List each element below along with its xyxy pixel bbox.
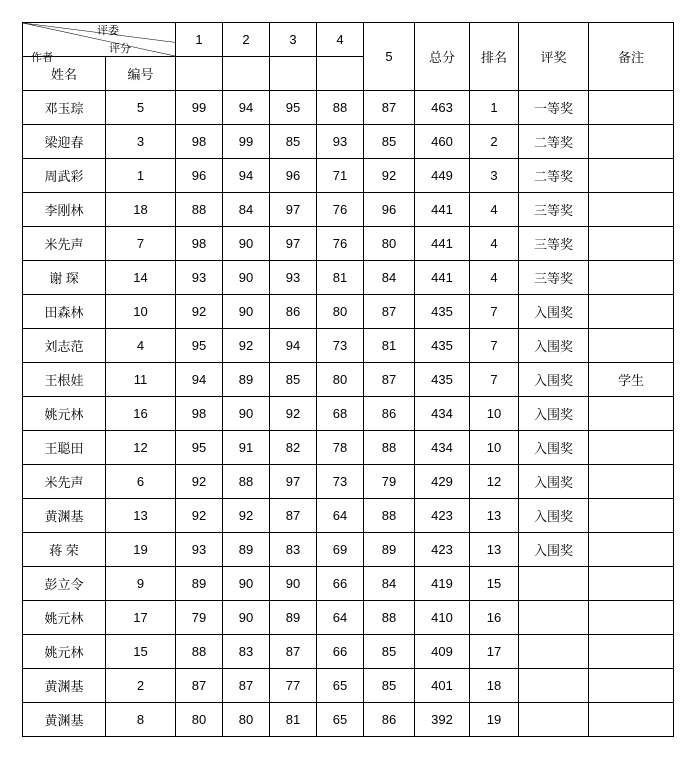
table-row bbox=[23, 669, 674, 703]
cell-judge-1: 87 bbox=[176, 669, 223, 703]
table-row bbox=[23, 567, 674, 601]
cell-judge-4: 81 bbox=[317, 261, 364, 295]
cell-award: 三等奖 bbox=[519, 227, 589, 261]
cell-judge-2: 90 bbox=[223, 227, 270, 261]
cell-name: 谢 琛 bbox=[23, 261, 106, 295]
cell-id: 16 bbox=[106, 397, 176, 431]
cell-note bbox=[589, 533, 674, 567]
cell-judge-5: 85 bbox=[364, 635, 415, 669]
header-judge-2: 2 bbox=[223, 23, 270, 57]
cell-award: 入围奖 bbox=[519, 431, 589, 465]
cell-judge-1: 99 bbox=[176, 91, 223, 125]
cell-judge-4: 64 bbox=[317, 499, 364, 533]
corner-judge-label: 评委 bbox=[97, 25, 119, 37]
cell-name: 蒋 荣 bbox=[23, 533, 106, 567]
cell-total: 435 bbox=[415, 295, 470, 329]
cell-rank: 15 bbox=[470, 567, 519, 601]
cell-award: 三等奖 bbox=[519, 193, 589, 227]
cell-judge-1: 94 bbox=[176, 363, 223, 397]
cell-id: 18 bbox=[106, 193, 176, 227]
cell-total: 401 bbox=[415, 669, 470, 703]
cell-total: 423 bbox=[415, 499, 470, 533]
header-id: 编号 bbox=[106, 57, 176, 91]
cell-id: 11 bbox=[106, 363, 176, 397]
cell-judge-3: 83 bbox=[270, 533, 317, 567]
cell-name: 米先声 bbox=[23, 465, 106, 499]
cell-judge-5: 87 bbox=[364, 91, 415, 125]
cell-name: 黄渊基 bbox=[23, 669, 106, 703]
cell-judge-4: 80 bbox=[317, 363, 364, 397]
cell-judge-5: 81 bbox=[364, 329, 415, 363]
cell-judge-5: 92 bbox=[364, 159, 415, 193]
cell-judge-1: 98 bbox=[176, 227, 223, 261]
table-row bbox=[23, 635, 674, 669]
cell-name: 李刚林 bbox=[23, 193, 106, 227]
cell-judge-1: 98 bbox=[176, 125, 223, 159]
cell-note bbox=[589, 601, 674, 635]
cell-id: 14 bbox=[106, 261, 176, 295]
cell-rank: 12 bbox=[470, 465, 519, 499]
cell-judge-5: 85 bbox=[364, 125, 415, 159]
cell-judge-5: 89 bbox=[364, 533, 415, 567]
cell-note bbox=[589, 261, 674, 295]
cell-judge-2: 89 bbox=[223, 363, 270, 397]
table-row bbox=[23, 227, 674, 261]
cell-award: 一等奖 bbox=[519, 91, 589, 125]
cell-judge-2: 83 bbox=[223, 635, 270, 669]
cell-judge-5: 79 bbox=[364, 465, 415, 499]
cell-rank: 4 bbox=[470, 261, 519, 295]
cell-judge-2: 88 bbox=[223, 465, 270, 499]
header-judge-5: 5 bbox=[364, 23, 415, 91]
cell-judge-2: 94 bbox=[223, 159, 270, 193]
cell-total: 441 bbox=[415, 193, 470, 227]
cell-award bbox=[519, 669, 589, 703]
table-row bbox=[23, 159, 674, 193]
cell-judge-1: 92 bbox=[176, 499, 223, 533]
cell-judge-4: 73 bbox=[317, 329, 364, 363]
cell-judge-1: 88 bbox=[176, 635, 223, 669]
table-row bbox=[23, 261, 674, 295]
cell-total: 441 bbox=[415, 227, 470, 261]
cell-rank: 7 bbox=[470, 329, 519, 363]
cell-note: 学生 bbox=[589, 363, 674, 397]
cell-award: 入围奖 bbox=[519, 499, 589, 533]
cell-judge-3: 82 bbox=[270, 431, 317, 465]
corner-author-label: 作者 bbox=[31, 52, 53, 64]
cell-award: 入围奖 bbox=[519, 363, 589, 397]
cell-judge-4: 68 bbox=[317, 397, 364, 431]
cell-judge-5: 87 bbox=[364, 295, 415, 329]
cell-note bbox=[589, 227, 674, 261]
cell-award bbox=[519, 635, 589, 669]
cell-judge-3: 93 bbox=[270, 261, 317, 295]
cell-judge-4: 66 bbox=[317, 635, 364, 669]
cell-id: 13 bbox=[106, 499, 176, 533]
cell-judge-2: 90 bbox=[223, 261, 270, 295]
cell-judge-3: 85 bbox=[270, 125, 317, 159]
table-row bbox=[23, 499, 674, 533]
cell-judge-5: 80 bbox=[364, 227, 415, 261]
cell-rank: 13 bbox=[470, 499, 519, 533]
cell-judge-3: 87 bbox=[270, 635, 317, 669]
table-row bbox=[23, 91, 674, 125]
header-rank: 排名 bbox=[470, 23, 519, 91]
cell-note bbox=[589, 329, 674, 363]
cell-rank: 3 bbox=[470, 159, 519, 193]
table-row bbox=[23, 465, 674, 499]
cell-judge-2: 80 bbox=[223, 703, 270, 737]
cell-name: 刘志范 bbox=[23, 329, 106, 363]
cell-rank: 13 bbox=[470, 533, 519, 567]
cell-judge-3: 77 bbox=[270, 669, 317, 703]
cell-judge-2: 92 bbox=[223, 499, 270, 533]
cell-note bbox=[589, 397, 674, 431]
cell-note bbox=[589, 91, 674, 125]
cell-judge-1: 95 bbox=[176, 329, 223, 363]
cell-judge-5: 87 bbox=[364, 363, 415, 397]
cell-judge-2: 89 bbox=[223, 533, 270, 567]
cell-judge-4: 88 bbox=[317, 91, 364, 125]
cell-judge-3: 97 bbox=[270, 227, 317, 261]
cell-judge-1: 88 bbox=[176, 193, 223, 227]
cell-rank: 1 bbox=[470, 91, 519, 125]
cell-judge-4: 78 bbox=[317, 431, 364, 465]
table-row bbox=[23, 125, 674, 159]
corner-score-label: 评分 bbox=[109, 43, 131, 55]
cell-note bbox=[589, 567, 674, 601]
cell-total: 423 bbox=[415, 533, 470, 567]
cell-total: 435 bbox=[415, 363, 470, 397]
table-row bbox=[23, 329, 674, 363]
table-row bbox=[23, 295, 674, 329]
cell-award: 二等奖 bbox=[519, 125, 589, 159]
cell-award bbox=[519, 601, 589, 635]
cell-judge-4: 66 bbox=[317, 567, 364, 601]
cell-name: 姚元林 bbox=[23, 601, 106, 635]
cell-note bbox=[589, 295, 674, 329]
cell-rank: 2 bbox=[470, 125, 519, 159]
cell-judge-3: 97 bbox=[270, 465, 317, 499]
cell-judge-4: 76 bbox=[317, 227, 364, 261]
cell-judge-4: 69 bbox=[317, 533, 364, 567]
cell-rank: 7 bbox=[470, 295, 519, 329]
cell-total: 463 bbox=[415, 91, 470, 125]
score-sheet bbox=[22, 22, 659, 737]
table-row bbox=[23, 601, 674, 635]
cell-judge-4: 65 bbox=[317, 669, 364, 703]
cell-judge-5: 88 bbox=[364, 499, 415, 533]
cell-judge-1: 92 bbox=[176, 295, 223, 329]
cell-note bbox=[589, 669, 674, 703]
cell-judge-4: 64 bbox=[317, 601, 364, 635]
cell-judge-3: 86 bbox=[270, 295, 317, 329]
cell-judge-1: 80 bbox=[176, 703, 223, 737]
cell-judge-3: 95 bbox=[270, 91, 317, 125]
cell-name: 黄渊基 bbox=[23, 499, 106, 533]
header-award: 评奖 bbox=[519, 23, 589, 91]
cell-award: 入围奖 bbox=[519, 465, 589, 499]
table-row bbox=[23, 533, 674, 567]
cell-total: 419 bbox=[415, 567, 470, 601]
cell-total: 460 bbox=[415, 125, 470, 159]
cell-judge-3: 97 bbox=[270, 193, 317, 227]
cell-name: 邓玉琮 bbox=[23, 91, 106, 125]
cell-total: 434 bbox=[415, 397, 470, 431]
header-judge-4: 4 bbox=[317, 23, 364, 57]
cell-judge-4: 65 bbox=[317, 703, 364, 737]
cell-judge-2: 91 bbox=[223, 431, 270, 465]
cell-judge-1: 98 bbox=[176, 397, 223, 431]
corner-header-cell bbox=[23, 23, 176, 64]
cell-judge-2: 92 bbox=[223, 329, 270, 363]
cell-total: 410 bbox=[415, 601, 470, 635]
cell-rank: 19 bbox=[470, 703, 519, 737]
cell-judge-5: 88 bbox=[364, 431, 415, 465]
cell-id: 1 bbox=[106, 159, 176, 193]
cell-rank: 18 bbox=[470, 669, 519, 703]
cell-judge-2: 90 bbox=[223, 397, 270, 431]
cell-award: 入围奖 bbox=[519, 397, 589, 431]
cell-note bbox=[589, 193, 674, 227]
cell-award: 三等奖 bbox=[519, 261, 589, 295]
cell-judge-2: 90 bbox=[223, 601, 270, 635]
cell-id: 4 bbox=[106, 329, 176, 363]
cell-judge-3: 96 bbox=[270, 159, 317, 193]
cell-judge-3: 87 bbox=[270, 499, 317, 533]
cell-judge-4: 73 bbox=[317, 465, 364, 499]
cell-total: 434 bbox=[415, 431, 470, 465]
cell-judge-1: 89 bbox=[176, 567, 223, 601]
cell-name: 王聪田 bbox=[23, 431, 106, 465]
cell-award: 入围奖 bbox=[519, 329, 589, 363]
cell-name: 周武彩 bbox=[23, 159, 106, 193]
cell-id: 6 bbox=[106, 465, 176, 499]
cell-note bbox=[589, 159, 674, 193]
cell-note bbox=[589, 465, 674, 499]
cell-name: 姚元林 bbox=[23, 397, 106, 431]
cell-judge-1: 93 bbox=[176, 533, 223, 567]
cell-judge-5: 86 bbox=[364, 703, 415, 737]
cell-judge-3: 94 bbox=[270, 329, 317, 363]
header-name: 姓名 bbox=[23, 57, 106, 91]
cell-total: 449 bbox=[415, 159, 470, 193]
cell-note bbox=[589, 635, 674, 669]
cell-name: 田森林 bbox=[23, 295, 106, 329]
cell-judge-3: 92 bbox=[270, 397, 317, 431]
subheader-blank-2 bbox=[223, 57, 270, 91]
cell-id: 2 bbox=[106, 669, 176, 703]
subheader-blank-1 bbox=[176, 57, 223, 91]
cell-name: 梁迎春 bbox=[23, 125, 106, 159]
cell-id: 8 bbox=[106, 703, 176, 737]
cell-id: 10 bbox=[106, 295, 176, 329]
cell-name: 彭立令 bbox=[23, 567, 106, 601]
cell-id: 17 bbox=[106, 601, 176, 635]
cell-id: 19 bbox=[106, 533, 176, 567]
cell-id: 7 bbox=[106, 227, 176, 261]
cell-id: 15 bbox=[106, 635, 176, 669]
table-header-row bbox=[23, 23, 674, 57]
cell-judge-1: 95 bbox=[176, 431, 223, 465]
cell-judge-2: 90 bbox=[223, 295, 270, 329]
cell-total: 435 bbox=[415, 329, 470, 363]
cell-rank: 17 bbox=[470, 635, 519, 669]
cell-rank: 7 bbox=[470, 363, 519, 397]
cell-name: 姚元林 bbox=[23, 635, 106, 669]
cell-award: 入围奖 bbox=[519, 533, 589, 567]
subheader-blank-3 bbox=[270, 57, 317, 91]
header-judge-1: 1 bbox=[176, 23, 223, 57]
cell-note bbox=[589, 499, 674, 533]
table-row bbox=[23, 431, 674, 465]
table-row bbox=[23, 703, 674, 737]
cell-judge-5: 88 bbox=[364, 601, 415, 635]
cell-award: 入围奖 bbox=[519, 295, 589, 329]
table-row bbox=[23, 397, 674, 431]
cell-judge-5: 86 bbox=[364, 397, 415, 431]
cell-name: 米先声 bbox=[23, 227, 106, 261]
cell-judge-2: 94 bbox=[223, 91, 270, 125]
cell-judge-3: 89 bbox=[270, 601, 317, 635]
header-total: 总分 bbox=[415, 23, 470, 91]
cell-total: 441 bbox=[415, 261, 470, 295]
cell-judge-5: 84 bbox=[364, 261, 415, 295]
cell-total: 392 bbox=[415, 703, 470, 737]
cell-note bbox=[589, 703, 674, 737]
cell-judge-2: 99 bbox=[223, 125, 270, 159]
cell-award bbox=[519, 567, 589, 601]
cell-judge-4: 71 bbox=[317, 159, 364, 193]
cell-judge-1: 92 bbox=[176, 465, 223, 499]
table-row bbox=[23, 193, 674, 227]
cell-id: 5 bbox=[106, 91, 176, 125]
cell-judge-3: 81 bbox=[270, 703, 317, 737]
cell-judge-1: 96 bbox=[176, 159, 223, 193]
cell-name: 黄渊基 bbox=[23, 703, 106, 737]
cell-id: 9 bbox=[106, 567, 176, 601]
cell-judge-5: 85 bbox=[364, 669, 415, 703]
cell-rank: 4 bbox=[470, 193, 519, 227]
cell-judge-3: 90 bbox=[270, 567, 317, 601]
cell-name: 王根娃 bbox=[23, 363, 106, 397]
cell-id: 3 bbox=[106, 125, 176, 159]
cell-note bbox=[589, 431, 674, 465]
cell-judge-2: 90 bbox=[223, 567, 270, 601]
cell-total: 409 bbox=[415, 635, 470, 669]
table-row bbox=[23, 363, 674, 397]
cell-rank: 10 bbox=[470, 397, 519, 431]
cell-judge-4: 80 bbox=[317, 295, 364, 329]
cell-judge-5: 84 bbox=[364, 567, 415, 601]
cell-judge-2: 84 bbox=[223, 193, 270, 227]
header-judge-3: 3 bbox=[270, 23, 317, 57]
cell-rank: 4 bbox=[470, 227, 519, 261]
cell-judge-4: 76 bbox=[317, 193, 364, 227]
cell-judge-4: 93 bbox=[317, 125, 364, 159]
cell-judge-1: 79 bbox=[176, 601, 223, 635]
score-table bbox=[22, 22, 674, 737]
cell-rank: 10 bbox=[470, 431, 519, 465]
cell-id: 12 bbox=[106, 431, 176, 465]
cell-judge-5: 96 bbox=[364, 193, 415, 227]
cell-award: 二等奖 bbox=[519, 159, 589, 193]
cell-judge-3: 85 bbox=[270, 363, 317, 397]
cell-judge-2: 87 bbox=[223, 669, 270, 703]
cell-award bbox=[519, 703, 589, 737]
cell-rank: 16 bbox=[470, 601, 519, 635]
cell-judge-1: 93 bbox=[176, 261, 223, 295]
subheader-blank-4 bbox=[317, 57, 364, 91]
cell-total: 429 bbox=[415, 465, 470, 499]
cell-note bbox=[589, 125, 674, 159]
header-note: 备注 bbox=[589, 23, 674, 91]
